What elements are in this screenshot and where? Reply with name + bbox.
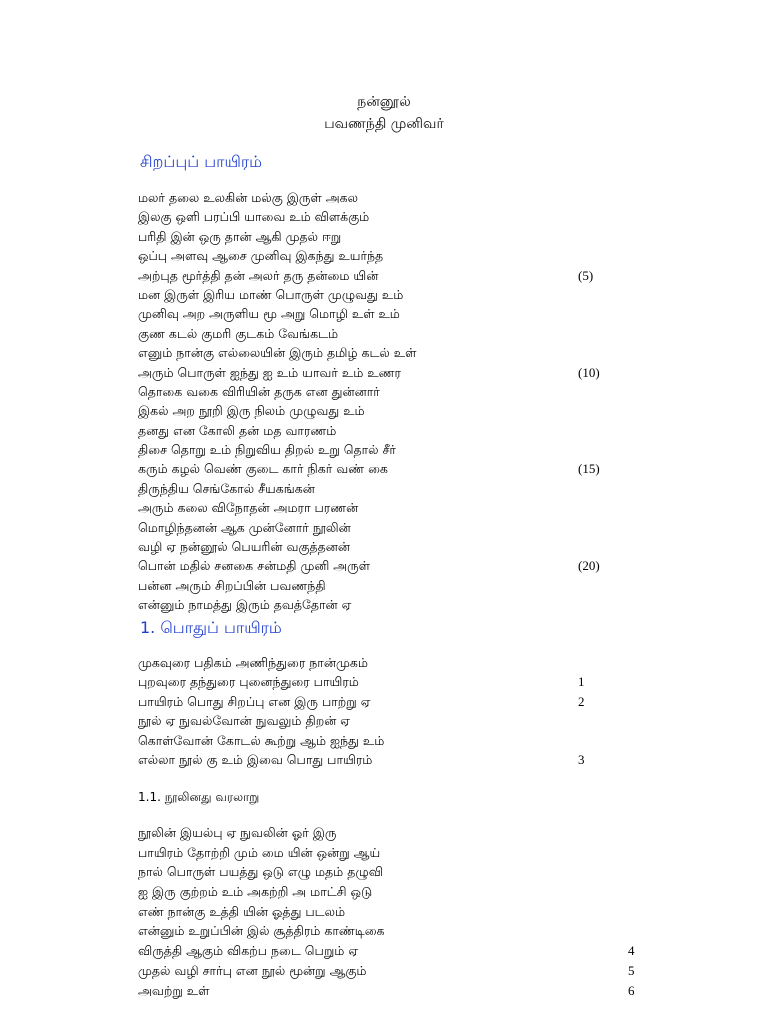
verse-line [138,653,638,672]
verse-line [138,981,638,1001]
verse-line-text: எண் நான்கு உத்தி யின் ஓத்து படலம் [138,903,346,919]
section-heading-general-preface: 1. பொதுப் பாயிரம் [140,618,282,637]
verse-line [138,731,638,750]
document-title: நன்னூல் [357,94,411,110]
verse-line-number: 3 [578,751,585,767]
verse-line [138,266,638,285]
subsection-heading: 1.1. நூலினது வரலாறு [138,790,260,804]
verse-line-text: அரும் பொருள் ஐந்து ஐ உம் யாவர் உம் உணர [138,364,401,380]
verse-line-text: கொள்வோன் கோடல் கூற்று ஆம் ஐந்து உம் [138,732,385,748]
verse-line [138,518,638,537]
verse-line [138,823,638,843]
verse-line-text: அற்புத மூர்த்தி தன் அலர் தரு தன்மை யின் [138,267,379,283]
verse-line-text: எல்லா நூல் கு உம் இவை பொது பாயிரம் [138,751,373,767]
document-author: பவணந்தி முனிவர் [324,116,444,132]
verse-line [138,285,638,304]
verse-block-special-preface [138,188,638,615]
verse-line-text: திருந்திய செங்கோல் சீயகங்கன் [138,480,315,496]
verse-line-text: பன்ன அரும் சிறப்பின் பவணந்தி [138,577,326,593]
verse-line-number: 6 [628,982,635,998]
verse-line-text: தொகை வகை விரியின் தருக என துன்னார் [138,383,380,399]
verse-line-text: வழி ஏ நன்னூல் பெயரின் வகுத்தனன் [138,539,351,555]
verse-line [138,401,638,420]
verse-line-text: இலகு ஒளி பரப்பி யாவை உம் விளக்கும் [138,209,370,225]
verse-line-number: 4 [628,943,635,959]
verse-line [138,227,638,246]
verse-line-text: பாயிரம் தோற்றி மும் மை யின் ஒன்று ஆய் [138,844,381,860]
verse-line [138,343,638,362]
verse-line [138,902,638,922]
verse-line [138,207,638,226]
verse-line [138,324,638,343]
verse-line [138,576,638,595]
verse-line-number: (5) [578,267,594,283]
verse-line-text: விருத்தி ஆகும் விகற்ப நடை பெறும் ஏ [138,943,359,959]
verse-line-text: மலர் தலை உலகின் மல்கு இருள் அகல [138,190,359,205]
verse-block-subsection [138,823,638,1000]
verse-line-text: இகல் அற நூறி இரு நிலம் முழுவது உம் [138,403,365,419]
verse-line-text: கரும் கழல் வெண் குடை கார் நிகர் வண் கை [138,461,388,477]
verse-line-text: மொழிந்தனன் ஆக முன்னோர் நூலின் [138,519,351,535]
verse-line-text: அரும் கலை விநோதன் அமரா பரணன் [138,500,359,516]
verse-line-number: 5 [628,962,635,978]
section-heading-special-preface: சிறப்புப் பாயிரம் [140,152,263,171]
verse-line-text: பாயிரம் பொது சிறப்பு என இரு பாற்று ஏ [138,693,371,709]
verse-line-text: பரிதி இன் ஒரு தான் ஆகி முதல் ஈறு [138,228,342,244]
verse-line [138,750,638,769]
verse-line-text: ஐ இரு குற்றம் உம் அகற்றி அ மாட்சி ஒடு [138,884,373,900]
verse-line [138,711,638,730]
verse-line-text: தனது என கோலி தன் மத வாரணம் [138,422,337,438]
verse-line [138,672,638,691]
verse-line [138,421,638,440]
verse-line [138,941,638,961]
verse-line [138,363,638,382]
verse-line-text: மன இருள் இரிய மாண் பொருள் முழுவது உம் [138,286,404,302]
verse-line [138,692,638,711]
verse-line [138,961,638,981]
verse-line-text: முனிவு அற அருளிய மூ அறு மொழி உள் உம் [138,306,400,322]
verse-line-text: என்னும் நாமத்து இரும் தவத்தோன் ஏ [138,597,352,613]
verse-block-general-preface [138,653,638,769]
verse-line-text: எனும் நான்கு எல்லையின் இரும் தமிழ் கடல் உள் [138,345,417,361]
verse-line [138,862,638,882]
verse-line [138,188,638,207]
verse-line [138,537,638,556]
verse-line [138,556,638,575]
verse-line-text: பொன் மதில் சனகை சன்மதி முனி அருள் [138,558,371,574]
verse-line-text: குண கடல் குமரி குடகம் வேங்கடம் [138,325,339,341]
verse-line-text: முகவுரை பதிகம் அணிந்துரை நான்முகம் [138,655,368,670]
verse-line [138,304,638,323]
verse-line-text: நூல் ஏ நுவல்வோன் நுவலும் திறன் ஏ [138,713,351,729]
verse-line-text: ஒப்பு அளவு ஆசை முனிவு இகந்து உயர்ந்த [138,248,384,264]
verse-line-number: (15) [578,461,600,477]
verse-line [138,882,638,902]
verse-line [138,921,638,941]
verse-line [138,246,638,265]
verse-line [138,595,638,614]
verse-line-number: (10) [578,364,600,380]
verse-line-number: 1 [578,674,585,690]
verse-line-text: அவற்று உள் [138,982,210,998]
verse-line-text: புறவுரை தந்துரை புனைந்துரை பாயிரம் [138,674,359,690]
verse-line [138,498,638,517]
verse-line-text: நூலின் இயல்பு ஏ நுவலின் ஓர் இரு [138,825,337,840]
verse-line [138,843,638,863]
verse-line-text: என்னும் உறுப்பின் இல் சூத்திரம் காண்டிகை [138,923,385,939]
verse-line-text: நால் பொருள் பயத்து ஒடு எழு மதம் தழுவி [138,864,383,880]
verse-line-number: (20) [578,558,600,574]
verse-line [138,440,638,459]
verse-line [138,479,638,498]
verse-line [138,459,638,478]
verse-line-text: முதல் வழி சார்பு என நூல் மூன்று ஆகும் [138,962,367,978]
verse-line-number: 2 [578,693,585,709]
verse-line-text: திசை தொறு உம் நிறுவிய திறல் உறு தொல் சீர் [138,442,396,458]
verse-line [138,382,638,401]
